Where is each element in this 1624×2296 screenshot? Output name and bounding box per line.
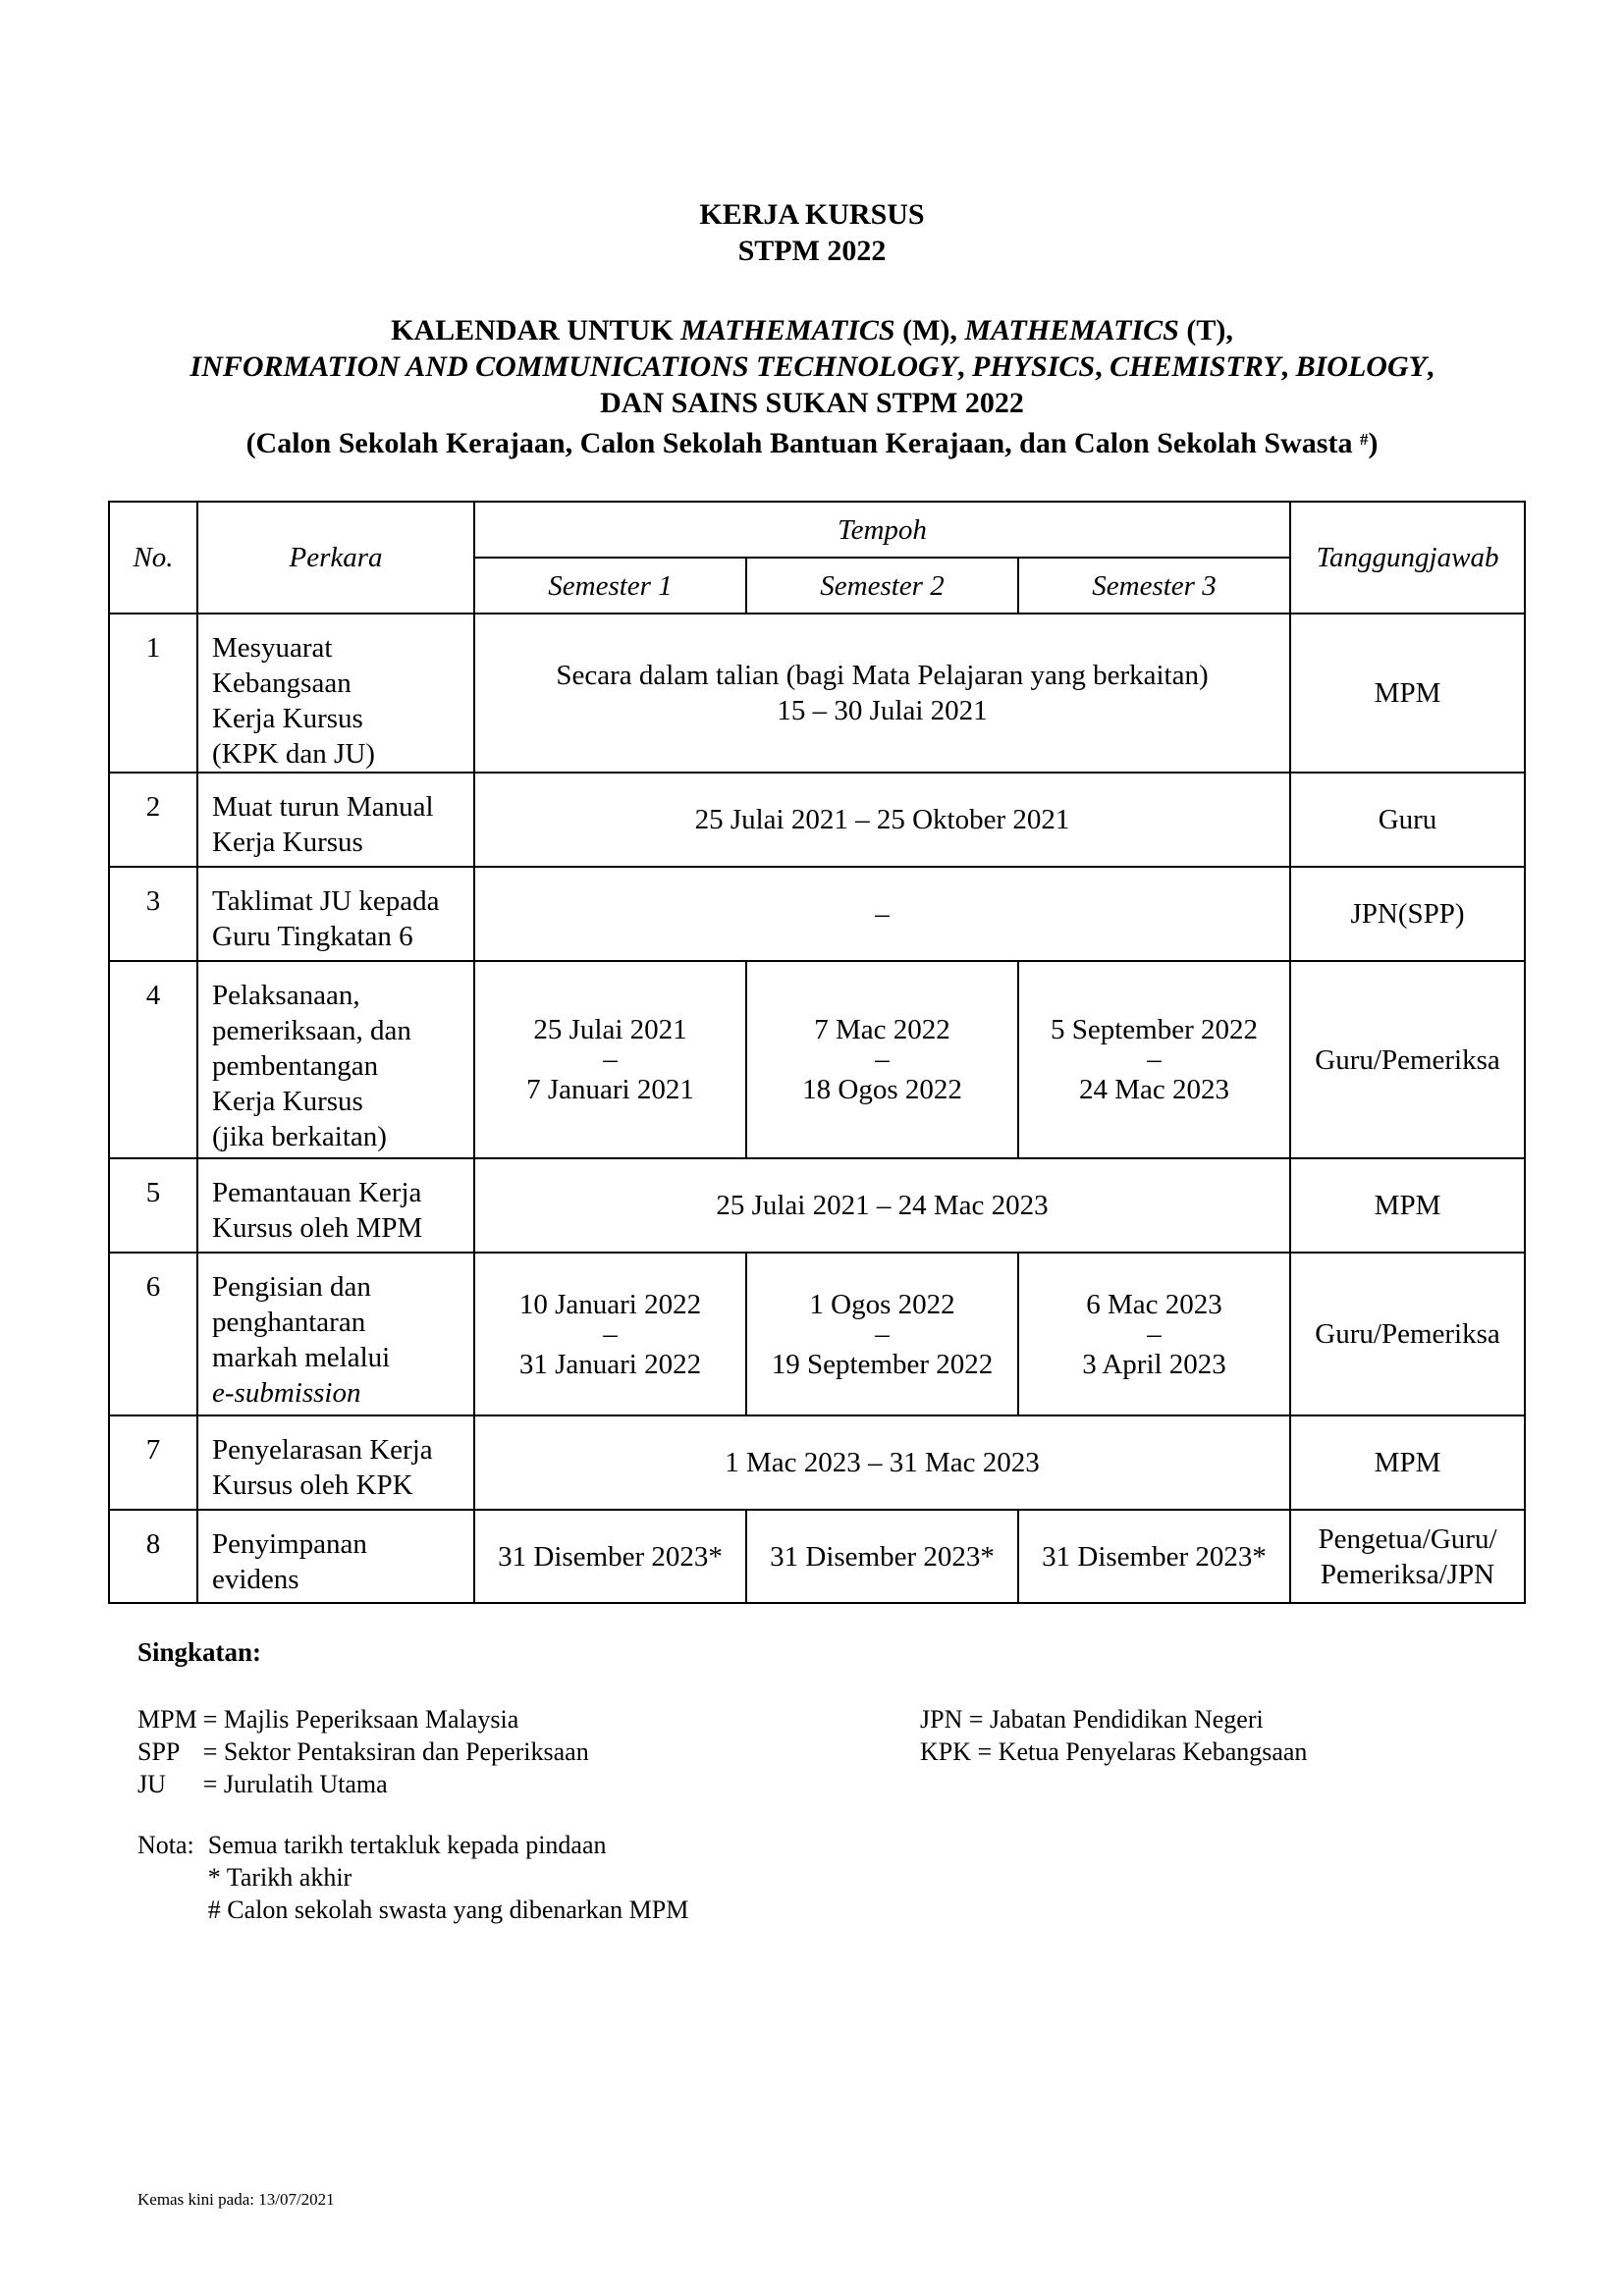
row-perkara	[197, 1510, 474, 1603]
row-number: 8	[109, 1510, 197, 1603]
semester-line: –	[603, 1317, 618, 1350]
cal-text-c: (M),	[894, 314, 965, 347]
perkara-line: Mesyuarat	[212, 632, 333, 664]
abbreviation-code: JU	[137, 1770, 166, 1798]
perkara-line: Muat turun Manual	[212, 791, 434, 823]
subj-sep-1: ,	[957, 350, 973, 383]
row-responsibility	[1290, 961, 1525, 1158]
candidates-close: )	[1368, 427, 1379, 459]
responsibility-line: JPN(SPP)	[1350, 898, 1465, 930]
row-tempoh	[474, 773, 1290, 867]
abbreviations-right	[920, 1703, 1307, 1768]
candidates-mark: #	[1359, 430, 1369, 449]
row-perkara	[197, 867, 474, 961]
row-semester-2	[746, 1510, 1018, 1603]
row-semester-2	[746, 961, 1018, 1158]
row-number: 6	[109, 1253, 197, 1415]
perkara-line: Taklimat JU kepada	[212, 885, 440, 917]
row-responsibility	[1290, 1415, 1525, 1510]
abbreviation-entry: JPN = Jabatan Pendidikan Negeri	[920, 1705, 1264, 1734]
abbreviations-title: Singkatan:	[137, 1637, 262, 1667]
row-number: 7	[109, 1415, 197, 1510]
row-tempoh	[474, 614, 1290, 773]
notes-lines	[208, 1829, 689, 1926]
subj-sep-4: ,	[1426, 350, 1435, 383]
semester-line: 19 September 2022	[771, 1348, 994, 1380]
perkara-line: (jika berkaitan)	[212, 1121, 387, 1152]
semester-line: 1 Ogos 2022	[809, 1288, 955, 1320]
calendar-heading-line-3: DAN SAINS SUKAN STPM 2022	[600, 387, 1024, 419]
row-semester-3	[1018, 1510, 1290, 1603]
row-responsibility	[1290, 1158, 1525, 1253]
subj-chemistry: CHEMISTRY	[1110, 350, 1281, 383]
perkara-line: Pengisian dan	[212, 1271, 371, 1303]
abbreviations-left	[137, 1703, 595, 1800]
notes-label: Nota:	[137, 1831, 194, 1859]
table-row	[109, 1253, 1525, 1415]
responsibility-line: Pemeriksa/JPN	[1320, 1558, 1495, 1590]
cal-text-d: MATHEMATICS	[964, 314, 1179, 347]
row-number: 4	[109, 961, 197, 1158]
abbreviation-row	[137, 1735, 595, 1768]
row-semester-2	[746, 1253, 1018, 1415]
abbreviation-definition: = Sektor Pentaksiran dan Peperiksaan	[202, 1737, 589, 1766]
row-perkara	[197, 1158, 474, 1253]
perkara-line: Pemantauan Kerja	[212, 1177, 422, 1208]
semester-line: 31 Disember 2023*	[498, 1540, 723, 1573]
perkara-line: pembentangan	[212, 1050, 379, 1082]
perkara-line: Kerja Kursus	[212, 1086, 363, 1117]
semester-line: 31 Disember 2023*	[770, 1540, 995, 1573]
candidates-text: (Calon Sekolah Kerajaan, Calon Sekolah Bantuan Kerajaan, dan Calon Sekolah Swasta	[245, 427, 1353, 459]
subj-sep-2: ,	[1095, 350, 1110, 383]
row-number: 1	[109, 614, 197, 773]
semester-line: 18 Ogos 2022	[802, 1074, 962, 1105]
perkara-line: penghantaran	[212, 1307, 366, 1338]
table-row	[109, 961, 1525, 1158]
responsibility-line: Guru/Pemeriksa	[1315, 1043, 1500, 1076]
row-tempoh	[474, 1415, 1290, 1510]
perkara-line: Kebangsaan	[212, 667, 352, 699]
calendar-heading	[0, 312, 1624, 421]
responsibility-line: Pengetua/Guru/	[1318, 1522, 1497, 1555]
semester-line: –	[875, 1317, 890, 1350]
row-perkara	[197, 1253, 474, 1415]
title-line-2: STPM 2022	[737, 235, 887, 267]
calendar-heading-line-2	[0, 348, 1624, 385]
row-responsibility	[1290, 867, 1525, 961]
perkara-line: markah melalui	[212, 1342, 391, 1373]
abbreviation-definition: = Jurulatih Utama	[202, 1770, 388, 1798]
cal-text-e: (T),	[1178, 314, 1233, 347]
perkara-line: pemeriksaan, dan	[212, 1015, 411, 1046]
tempoh-line: 1 Mac 2023 – 31 Mac 2023	[725, 1447, 1040, 1478]
note-line: Semua tarikh tertakluk kepada pindaan	[207, 1831, 607, 1859]
perkara-line: Kursus oleh KPK	[212, 1469, 413, 1501]
row-responsibility	[1290, 614, 1525, 773]
tempoh-line: 15 – 30 Julai 2021	[777, 695, 988, 726]
row-responsibility	[1290, 1253, 1525, 1415]
footer-updated: Kemas kini pada: 13/07/2021	[137, 2190, 335, 2209]
perkara-line: Kerja Kursus	[212, 827, 363, 858]
abbreviation-definition: = Majlis Peperiksaan Malaysia	[202, 1705, 519, 1734]
semester-line: 25 Julai 2021	[533, 1014, 687, 1045]
semester-line: 5 September 2022	[1051, 1014, 1259, 1045]
semester-line: 31 Disember 2023*	[1042, 1540, 1267, 1573]
responsibility-line: Guru/Pemeriksa	[1315, 1318, 1500, 1350]
header-semester-2: Semester 2	[746, 558, 1018, 614]
abbreviation-code: SPP	[137, 1737, 181, 1766]
calendar-table	[108, 501, 1526, 1604]
responsibility-line: MPM	[1374, 677, 1441, 709]
perkara-line: evidens	[212, 1564, 299, 1595]
subj-physics: PHYSICS	[972, 350, 1096, 383]
table-row	[109, 1415, 1525, 1510]
row-number: 3	[109, 867, 197, 961]
row-tempoh	[474, 1158, 1290, 1253]
abbreviation-row	[137, 1703, 595, 1735]
row-responsibility	[1290, 1510, 1525, 1603]
header-semester-1: Semester 1	[474, 558, 746, 614]
semester-line: –	[1147, 1043, 1162, 1075]
row-number: 2	[109, 773, 197, 867]
perkara-line-italic: e-submission	[212, 1377, 361, 1409]
semester-line: 6 Mac 2023	[1086, 1288, 1222, 1320]
row-semester-3	[1018, 1253, 1290, 1415]
cal-text-b: MATHEMATICS	[680, 314, 895, 347]
semester-line: 3 April 2023	[1082, 1348, 1226, 1380]
semester-line: –	[875, 1043, 890, 1075]
semester-line: –	[603, 1043, 618, 1075]
perkara-line: (KPK dan JU)	[212, 738, 375, 770]
cal-text-a: KALENDAR UNTUK	[391, 314, 681, 347]
row-number: 5	[109, 1158, 197, 1253]
row-perkara	[197, 614, 474, 773]
responsibility-line: MPM	[1374, 1447, 1441, 1478]
document-title	[0, 196, 1624, 269]
table-row	[109, 1510, 1525, 1603]
abbreviation-entry: KPK = Ketua Penyelaras Kebangsaan	[920, 1737, 1308, 1766]
semester-line: 24 Mac 2023	[1078, 1074, 1230, 1105]
row-perkara	[197, 961, 474, 1158]
note-line: * Tarikh akhir	[207, 1863, 352, 1892]
perkara-line: Kursus oleh MPM	[212, 1212, 423, 1244]
tempoh-line: Secara dalam talian (bagi Mata Pelajaran yang berkaitan)	[556, 660, 1209, 691]
table-row	[109, 773, 1525, 867]
row-semester-1	[474, 961, 746, 1158]
table-row	[109, 1158, 1525, 1253]
tempoh-line: 25 Julai 2021 – 24 Mac 2023	[716, 1190, 1049, 1221]
header-no: No.	[109, 502, 197, 614]
header-row	[109, 502, 1525, 558]
header-tempoh: Tempoh	[474, 502, 1290, 558]
title-line-1: KERJA KURSUS	[699, 198, 925, 231]
row-tempoh	[474, 867, 1290, 961]
subj-ict: INFORMATION AND COMMUNICATIONS TECHNOLOGY	[189, 350, 958, 383]
perkara-line: Penyimpanan	[212, 1528, 367, 1560]
notes	[137, 1829, 688, 1926]
calendar-heading-line-1	[0, 312, 1624, 348]
row-perkara	[197, 773, 474, 867]
row-semester-1	[474, 1510, 746, 1603]
header-semester-3: Semester 3	[1018, 558, 1290, 614]
table-row	[109, 867, 1525, 961]
header-tanggungjawab: Tanggungjawab	[1290, 502, 1525, 614]
tempoh-line: –	[875, 898, 890, 930]
subj-sep-3: ,	[1280, 350, 1296, 383]
semester-line: 31 Januari 2022	[518, 1348, 702, 1380]
candidates-line	[0, 425, 1624, 461]
row-responsibility	[1290, 773, 1525, 867]
semester-line: –	[1147, 1317, 1162, 1350]
subj-biology: BIOLOGY	[1295, 350, 1427, 383]
perkara-line: Kerja Kursus	[212, 703, 363, 734]
header-perkara: Perkara	[197, 502, 474, 614]
abbreviation-code: MPM	[137, 1705, 197, 1734]
perkara-line: Guru Tingkatan 6	[212, 921, 413, 952]
perkara-line: Penyelarasan Kerja	[212, 1434, 433, 1466]
row-semester-1	[474, 1253, 746, 1415]
row-semester-3	[1018, 961, 1290, 1158]
row-perkara	[197, 1415, 474, 1510]
responsibility-line: MPM	[1374, 1190, 1441, 1221]
responsibility-line: Guru	[1378, 804, 1437, 835]
abbreviation-row	[137, 1768, 595, 1800]
tempoh-line: 25 Julai 2021 – 25 Oktober 2021	[694, 804, 1070, 835]
semester-line: 10 Januari 2022	[518, 1288, 702, 1320]
table-row	[109, 614, 1525, 773]
semester-line: 7 Mac 2022	[814, 1014, 950, 1045]
perkara-line: Pelaksanaan,	[212, 980, 360, 1011]
semester-line: 7 Januari 2021	[526, 1074, 694, 1105]
note-line: # Calon sekolah swasta yang dibenarkan MPM	[207, 1896, 689, 1924]
